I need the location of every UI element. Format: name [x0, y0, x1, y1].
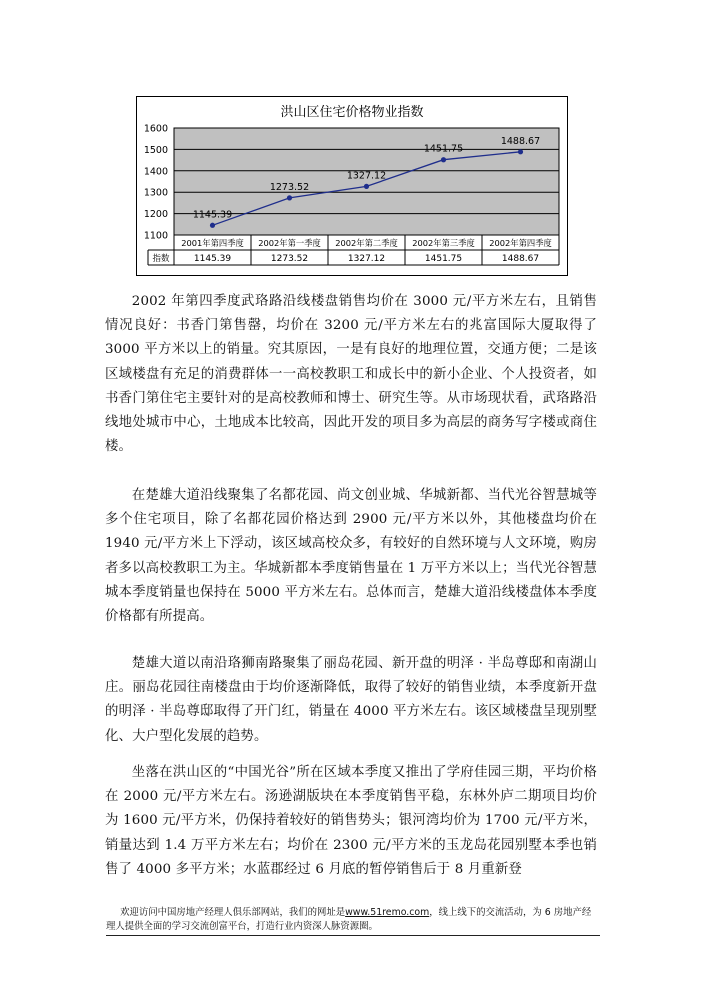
y-tick-label: 1400 [143, 166, 168, 178]
x-category-label: 2002年第二季度 [335, 238, 398, 248]
chart-canvas [137, 97, 567, 275]
footer-text-after: ，线上线下的交流活动，为 6 房地产经理人提供全面的学习交流创富平台，打造行业内资深人脉资源圈。 [106, 907, 592, 932]
y-tick-label: 1100 [143, 230, 168, 242]
paragraph-lushi-south-road: 楚雄大道以南沿珞狮南路聚集了丽岛花园、新开盘的明泽 · 半岛尊邸和南湖山庄。丽岛花园往南楼盘由于均价逐渐降低，取得了较好的销售业绩，本季度新开盘的明泽 · 半岛尊邸取得了开门红，销量在 4000 平方米左右。该区域楼盘呈现别墅化、大户型化发展的趋势。 [105, 656, 597, 744]
footer-divider [106, 935, 600, 936]
data-label: 1145.39 [192, 209, 233, 221]
data-point [364, 184, 369, 189]
y-tick-label: 1300 [143, 187, 168, 199]
paragraph-optics-valley: 坐落在洪山区的“中国光谷”所在区域本季度又推出了学府佳园三期，平均价格在 2000 元/平方米左右。汤逊湖版块在本季度销售平稳，东林外庐二期项目均价为 1600 元/平方米，仍保持着较好的销售势头；银河湾均价为 1700 元/平方米，销量达到 1.4 万平方米左右；均价在 2300 元/平方米的玉龙岛花园别墅本季也销售了 4000 多平方米；水蓝郡经过 6 月底的暂停销售后于 8 月重新登 [105, 765, 597, 877]
y-tick-label: 1500 [143, 144, 168, 156]
table-value-cell: 1327.12 [347, 254, 386, 264]
table-value-cell: 1273.52 [270, 254, 309, 264]
x-category-label: 2002年第三季度 [412, 238, 475, 248]
x-category-label: 2002年第一季度 [258, 238, 321, 248]
data-point [518, 149, 523, 154]
data-label: 1451.75 [423, 143, 464, 155]
paragraph-wuluo-road: 2002 年第四季度武珞路沿线楼盘销售均价在 3000 元/平方米左右，且销售情况良好：书香门第售罄，均价在 3200 元/平方米左右的兆富国际大厦取得了 3000 平方米以上的销量。究其原因，一是有良好的地理位置，交通方便；二是该区域楼盘有充足的消费群体一一高校教职工和成长中的新小企业、个人投资者，如书香门第住宅主要针对的是高校教师和博士、研究生等。从市场现状看，武珞路沿线地处城市中心，土地成本比较高，因此开发的项目多为高层的商务写字楼或商住楼。 [105, 294, 597, 455]
y-tick-label: 1200 [143, 209, 168, 221]
chart-title: 洪山区住宅价格物业指数 [280, 105, 424, 120]
data-point [287, 195, 292, 200]
data-label: 1273.52 [269, 181, 310, 193]
table-value-cell: 1451.75 [424, 254, 463, 264]
footer-website-link[interactable]: www.51remo.com [345, 907, 430, 918]
footer-text-before: 欢迎访问中国房地产经理人俱乐部网站，我们的网址是 [120, 907, 346, 918]
x-category-label: 2001年第四季度 [181, 238, 244, 248]
data-point [441, 157, 446, 162]
y-tick-label: 1600 [143, 123, 168, 135]
y-axis-ticks [144, 124, 168, 242]
price-index-chart [136, 96, 568, 276]
table-value-cell: 1145.39 [193, 254, 232, 264]
x-category-label: 2002年第四季度 [489, 238, 552, 248]
data-point [210, 223, 215, 228]
data-label: 1327.12 [346, 170, 387, 182]
table-row-label: 指数 [152, 254, 170, 264]
data-table [148, 235, 559, 265]
paragraph-chuxiong-avenue: 在楚雄大道沿线聚集了名都花园、尚文创业城、华城新都、当代光谷智慧城等多个住宅项目，除了名都花园价格达到 2900 元/平方米以外，其他楼盘均价在 1940 元/平方米上下浮动，该区域高校众多，有较好的自然环境与人文环境，购房者多以高校教职工为主。华城新都本季度销售量在 1 万平方米以上；当代光谷智慧城本季度销量也保持在 5000 平方米左右。总体而言，楚雄大道沿线楼盘体本季度价格都有所提高。 [105, 488, 597, 625]
data-label: 1488.67 [500, 135, 541, 147]
footer-note [106, 906, 600, 934]
table-value-cell: 1488.67 [501, 254, 540, 264]
